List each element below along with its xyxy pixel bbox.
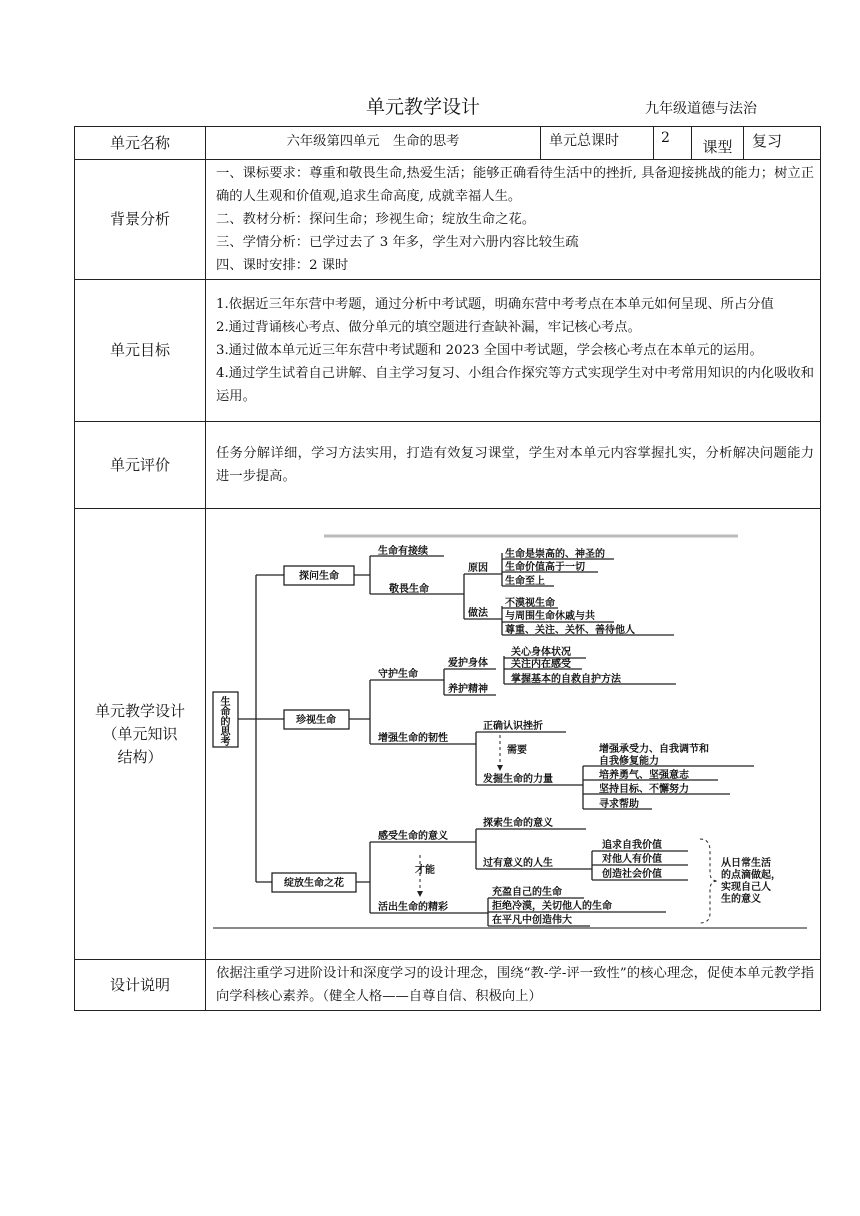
goal-line: 1.依据近三年东营中考题，通过分析中考试题，明确东营中考考点在本单元如何呈现、所占分值 — [216, 297, 774, 312]
goals-label: 单元目标 — [75, 280, 206, 422]
b1-a: 生命有接续 — [378, 546, 428, 557]
design-table — [74, 126, 821, 1011]
b3-a-2: 过有意义的人生 — [483, 858, 553, 869]
b2-a: 守护生命 — [378, 669, 418, 680]
branch-b3: 绽放生命之花 — [284, 878, 344, 889]
b2-need-arrowhead — [497, 765, 503, 771]
b2-need: 需要 — [507, 745, 527, 756]
b3-a-2-item: 对他人有价值 — [602, 854, 662, 865]
b2-a-2: 养护精神 — [448, 684, 488, 695]
background-line: 三、学情分析：已学过去了 3 年多，学生对六册内容比较生疏 — [216, 235, 579, 250]
root-char: 命 — [220, 707, 231, 718]
b1-method-item: 尊重、关注、关怀、善待他人 — [505, 625, 635, 636]
background-label: 背景分析 — [75, 160, 206, 280]
design-row — [75, 509, 821, 960]
unit-hours-label: 单元总课时 — [541, 127, 654, 160]
lesson-type-value: 复习 — [744, 127, 821, 160]
background-row — [75, 160, 821, 280]
trunk-lines — [238, 575, 284, 882]
b3-b: 活出生命的精彩 — [378, 902, 448, 913]
b2-a-1: 爱护身体 — [448, 658, 488, 669]
b3-b-item: 在平凡中创造伟大 — [492, 915, 572, 926]
b3-a-2-item: 创造社会价值 — [602, 869, 662, 880]
b3-a-2-item: 追求自我价值 — [602, 840, 662, 851]
page-title: 单元教学设计 — [366, 96, 481, 118]
subject-label: 九年级道德与法治 — [645, 101, 757, 117]
notes-content: 依据注重学习进阶设计和深度学习的设计理念，围绕“教-学-评一致性”的核心理念，促使本单元教学指向学科核心素养。（健全人格——自尊自信、积极向上） — [206, 960, 821, 1011]
design-label-line: （单元知识 — [102, 724, 178, 743]
background-line: 二、教材分析：探问生命；珍视生命；绽放生命之花。 — [216, 212, 536, 227]
unit-row — [75, 127, 821, 160]
branch-b1: 探问生命 — [299, 571, 339, 582]
background-line: 一、课标要求：尊重和敬畏生命,热爱生活；能够正确看待生活中的挫折, 具备迎接挑战的能力；树立正确的人生观和价值观,追求生命高度, 成就幸福人生。 — [216, 166, 814, 204]
b2-b-2-item: 寻求帮助 — [599, 799, 639, 810]
lesson-type-label: 课型 — [692, 127, 744, 160]
b1-method: 做法 — [468, 608, 488, 619]
notes-row — [75, 960, 821, 1011]
b2-a-1-item: 关心身体状况 — [511, 647, 571, 658]
unit-name-label: 单元名称 — [75, 127, 206, 160]
design-label-line: 结构） — [117, 747, 163, 766]
brace — [700, 839, 718, 923]
brace-note: 生的意义 — [721, 894, 761, 905]
notes-label: 设计说明 — [75, 960, 206, 1011]
root-char: 考 — [220, 737, 231, 748]
b2-a-1-item: 关注内在感受 — [511, 659, 571, 670]
b1-reason-item: 生命价值高于一切 — [505, 562, 585, 573]
b3-a-1: 探索生命的意义 — [483, 818, 553, 829]
b2-a-1-item: 掌握基本的自救自护方法 — [511, 674, 621, 685]
b2-b-2: 发掘生命的力量 — [483, 774, 553, 785]
background-line: 四、课时安排：2 课时 — [216, 258, 349, 273]
b3-b-item: 拒绝冷漠，关切他人的生命 — [492, 901, 612, 912]
goal-line: 2.通过背诵核心考点、做分单元的填空题进行查缺补漏，牢记核心考点。 — [216, 320, 641, 335]
unit-name-value: 六年级第四单元 生命的思考 — [206, 127, 541, 160]
branch-b2: 珍视生命 — [296, 715, 336, 726]
unit-hours-value: 2 — [654, 127, 692, 160]
b2-b-2-item: 培养勇气、坚强意志 — [599, 770, 689, 781]
b1-reason: 原因 — [468, 563, 488, 574]
b1-method-item: 与周围生命休戚与共 — [505, 611, 595, 622]
root-char: 思 — [220, 727, 231, 738]
goals-row — [75, 280, 821, 422]
b2-b-1: 正确认识挫折 — [483, 721, 543, 732]
b3-b-item: 充盈自己的生命 — [492, 887, 562, 898]
background-content — [206, 160, 821, 280]
brace-note: 的点滴做起， — [721, 870, 781, 881]
b3-only-arrowhead — [417, 891, 423, 897]
b2-b-2-item: 增强承受力、自我调节和 — [599, 744, 709, 755]
design-label — [75, 509, 206, 960]
b1-reason-item: 生命是崇高的、神圣的 — [505, 549, 605, 560]
b1-b: 敬畏生命 — [389, 584, 429, 595]
b2-b: 增强生命的韧性 — [378, 733, 448, 744]
knowledge-map-svg — [206, 509, 818, 959]
goals-content — [206, 280, 821, 422]
root-char: 生 — [220, 697, 231, 708]
design-label-line: 单元教学设计 — [94, 701, 185, 720]
b2-b-2-item: 自我修复能力 — [599, 756, 659, 767]
goal-line: 4.通过学生试着自己讲解、自主学习复习、小组合作探究等方式实现学生对中考常用知识的内化吸收和运用。 — [216, 366, 814, 404]
brace-note: 从日常生活 — [721, 858, 771, 869]
root-char: 的 — [220, 717, 231, 728]
knowledge-map — [206, 509, 820, 959]
b3-a: 感受生命的意义 — [378, 831, 448, 842]
b3-only: 才能 — [415, 865, 435, 876]
b2-b-2-item: 坚持目标、不懈努力 — [599, 784, 689, 795]
b1-reason-item: 生命至上 — [505, 576, 545, 587]
b1-method-item: 不漠视生命 — [505, 598, 555, 609]
evaluation-label: 单元评价 — [75, 422, 206, 509]
goal-line: 3.通过做本单元近三年东营中考试题和 2023 全国中考试题，学会核心考点在本单元的运用。 — [216, 343, 763, 358]
evaluation-row — [75, 422, 821, 509]
brace-note: 实现自己人 — [721, 882, 771, 893]
evaluation-content: 任务分解详细，学习方法实用，打造有效复习课堂，学生对本单元内容掌握扎实，分析解决问题能力进一步提高。 — [206, 422, 821, 509]
knowledge-map-cell — [206, 509, 821, 960]
